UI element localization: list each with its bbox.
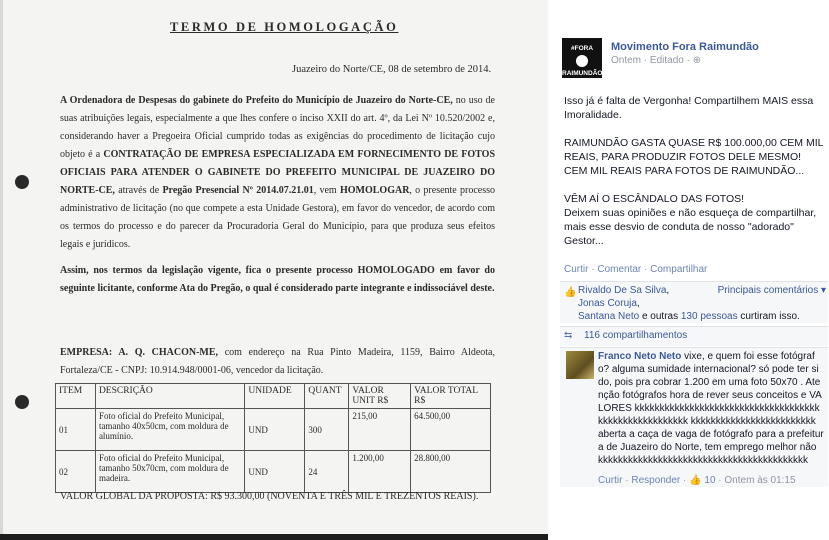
post-text [564, 94, 826, 262]
p1-text-f: , vem [313, 185, 340, 196]
liker-link[interactable]: Rivaldo De Sa Silva [578, 285, 667, 296]
table-row [56, 409, 491, 451]
table-header: DESCRIÇÃO [95, 384, 244, 409]
table-header: VALOR UNIT R$ [349, 384, 411, 409]
table-row [56, 451, 491, 493]
p1-bold-a: A Ordenadora de Despesas do gabinete do Prefeito do Município de Juazeiro do Norte-CE, [60, 95, 453, 106]
table-cell: 02 [56, 451, 96, 493]
liker-link[interactable]: Jonas Coruja [578, 298, 637, 309]
p1-bold-c: CONTRATAÇÃO DE EMPRESA ESPECIALIZADA EM FORNECIMENTO DE FOTOS OFICIAIS PARA ATENDER O GABINETE DO PREFEITO MUNICIPAL DE JUAZEIRO DO NORTE-CE, [60, 149, 496, 196]
comment-body: vixe, e quem foi esse fotógrafo? alguma sumidade internacional? só pode ter sido, pois pra cobrar 1.200 em uma foto 50x70 . Atenção fotógrafos hora de rever seus conceitos e VALORES kkkkkkkkkkkkkkkkkkkkkkkkkkkkkkkkkkkkkkkkkkkkkkkkkkkkkkk kkkkkkkkkkkkkkkkkkkkkkkkk aberta a caça de vaga de fotógrafo para a prefeitura de Juazeiro do Norte, tem emprego melhor não kkkkkkkkkkkkkkkkkkkkkkkkkkkkkkkkkkkkkkkkkk [598, 351, 824, 466]
table-header: UNIDADE [245, 384, 305, 409]
globe-icon[interactable]: ⊕ [692, 55, 702, 66]
table-cell: UND [245, 409, 305, 451]
table-cell: 28.800,00 [411, 451, 491, 493]
avatar-text-bottom: RAIMUNDÃO [562, 70, 603, 77]
fist-icon [576, 55, 588, 67]
comment-reply-button[interactable]: Responder [631, 475, 681, 486]
shares-count[interactable]: 116 compartilhamentos [584, 330, 688, 341]
likes-text: Rivaldo De Sa Silva, Jonas Coruja, Santana Neto e outras 130 pessoas curtiram isso. [578, 285, 800, 322]
table-cell: 215,00 [349, 409, 411, 451]
document-paragraph-2 [60, 262, 495, 298]
table-header: VALOR TOTAL R$ [411, 384, 491, 409]
document-paragraph-4: VALOR GLOBAL DA PROPOSTA: R$ 93.300,00 (NOVENTA E TRÊS MIL E TREZENTOS REAIS). [60, 491, 479, 502]
comment-author[interactable]: Franco Neto Neto [598, 351, 682, 362]
thumbs-up-icon: 👍 [564, 287, 577, 298]
comment-like-button[interactable]: Curtir [598, 475, 623, 486]
table-cell: 300 [305, 409, 349, 451]
page-name-link[interactable]: Movimento Fora Raimundão [611, 41, 759, 53]
others-link[interactable]: 130 pessoas [680, 311, 738, 322]
post-meta [611, 55, 701, 66]
comment [560, 347, 828, 487]
p3-text-b: com endereço na Rua Pinto Madeira, 1159, Bairro Aldeota, Fortaleza/CE - CNPJ: 10.914.948/0001-06, vencedor da licitação. [60, 347, 495, 376]
comment-actions [598, 475, 796, 486]
post-meta-text: Ontem · Editado · [611, 55, 693, 66]
facebook-post [548, 0, 829, 540]
comment-like-count[interactable]: 10 [704, 475, 716, 486]
items-table [55, 383, 491, 493]
table-cell: 24 [305, 451, 349, 493]
likes-summary [560, 281, 828, 323]
separator: · [588, 264, 598, 275]
liker-link[interactable]: Santana Neto [578, 311, 640, 322]
top-comments-dropdown[interactable]: Principais comentários ▾ [717, 285, 826, 296]
separator: · [715, 475, 725, 486]
table-cell: 64.500,00 [411, 409, 491, 451]
p3-bold-a: EMPRESA: A. Q. CHACON-ME, [60, 347, 219, 358]
page-avatar[interactable] [562, 38, 602, 78]
like-button[interactable]: Curtir [564, 264, 589, 275]
document-bottom-edge [0, 534, 548, 540]
p1-text-h: , o presente processo administrativo de licitação (no que compete a esta Unidade Gestora), em favor do vencedor, de acordo com os termos do processo e do parecer da Procuradoria Geral do Município, para que produza seus efeitos legais e jurídicos. [60, 185, 495, 250]
post-paragraph: Deixem suas opiniões e não esqueça de compartilhar, mais esse desvio de conduta de nosso "adorado" Gestor... [564, 207, 817, 247]
p1-text-d: através de [114, 185, 163, 196]
table-cell: 1.200,00 [349, 451, 411, 493]
table-cell: Foto oficial do Prefeito Municipal, tamanho 40x50cm, com moldura de alumínio. [95, 409, 244, 451]
likes-text-a: e outras [639, 311, 681, 322]
separator: · [622, 475, 632, 486]
table-header: ITEM [56, 384, 96, 409]
share-icon: ⇆ [564, 330, 573, 341]
share-button[interactable]: Compartilhar [650, 264, 708, 275]
document-edge [0, 0, 3, 540]
separator: · [680, 475, 690, 486]
post-paragraph: VÊM AÍ O ESCÂNDALO DAS FOTOS! [564, 193, 745, 205]
post-paragraph: Isso já é falta de Vergonha! Compartilhem MAIS essa Imoralidade. [564, 95, 814, 121]
likes-text-b: curtiram isso. [737, 311, 800, 322]
comment-time[interactable]: Ontem às 01:15 [724, 475, 796, 486]
document-paragraph-1 [60, 92, 495, 254]
post-paragraph: RAIMUNDÃO GASTA QUASE R$ 100.000,00 CEM MIL REAIS, PARA PRODUZIR FOTOS DELE MESMO! CEM MIL REAIS PARA FOTOS DE RAIMUNDÃO... [564, 137, 824, 177]
table-cell: Foto oficial do Prefeito Municipal, tamanho 50x70cm, com moldura de madeira. [95, 451, 244, 493]
comment-like-icon: 👍 [689, 475, 702, 486]
commenter-avatar[interactable] [566, 351, 594, 379]
comment-button[interactable]: Comentar [597, 264, 642, 275]
table-cell: 01 [56, 409, 96, 451]
document-title: TERMO DE HOMOLOGAÇÃO [170, 20, 399, 34]
punch-hole-top [15, 175, 29, 189]
table-cell: UND [245, 451, 305, 493]
p1-text-b: no uso de suas atribuições legais, especialmente a que lhes confere o inciso XXII do art. 4º, da Lei Nº 10.520/2002 e, considerando haver a Pregoeira Oficial cumprido todas as exigências do procedimento de licitação cujo objeto é a [60, 95, 495, 160]
table-header: QUANT [305, 384, 349, 409]
p2-text: Assim, nos termos da legislação vigente, fica o presente processo HOMOLOGADO em favor do seguinte licitante, conforme Ata do Pregão, o qual é considerado parte integrante e indissociável deste. [60, 265, 495, 294]
comment-text [598, 350, 824, 467]
p1-bold-g: HOMOLOGAR [339, 185, 410, 196]
separator: · [641, 264, 651, 275]
p1-bold-e: Pregão Presencial Nº 2014.07.21.01 [162, 185, 314, 196]
shares-summary[interactable] [560, 326, 828, 346]
punch-hole-bottom [15, 395, 29, 409]
table-header-row [56, 384, 491, 409]
document-paragraph-3 [60, 344, 495, 380]
post-actions [564, 264, 707, 275]
avatar-text-top: #FORA [570, 45, 594, 52]
document-place-date: Juazeiro do Norte/CE, 08 de setembro de 2014. [292, 64, 492, 75]
